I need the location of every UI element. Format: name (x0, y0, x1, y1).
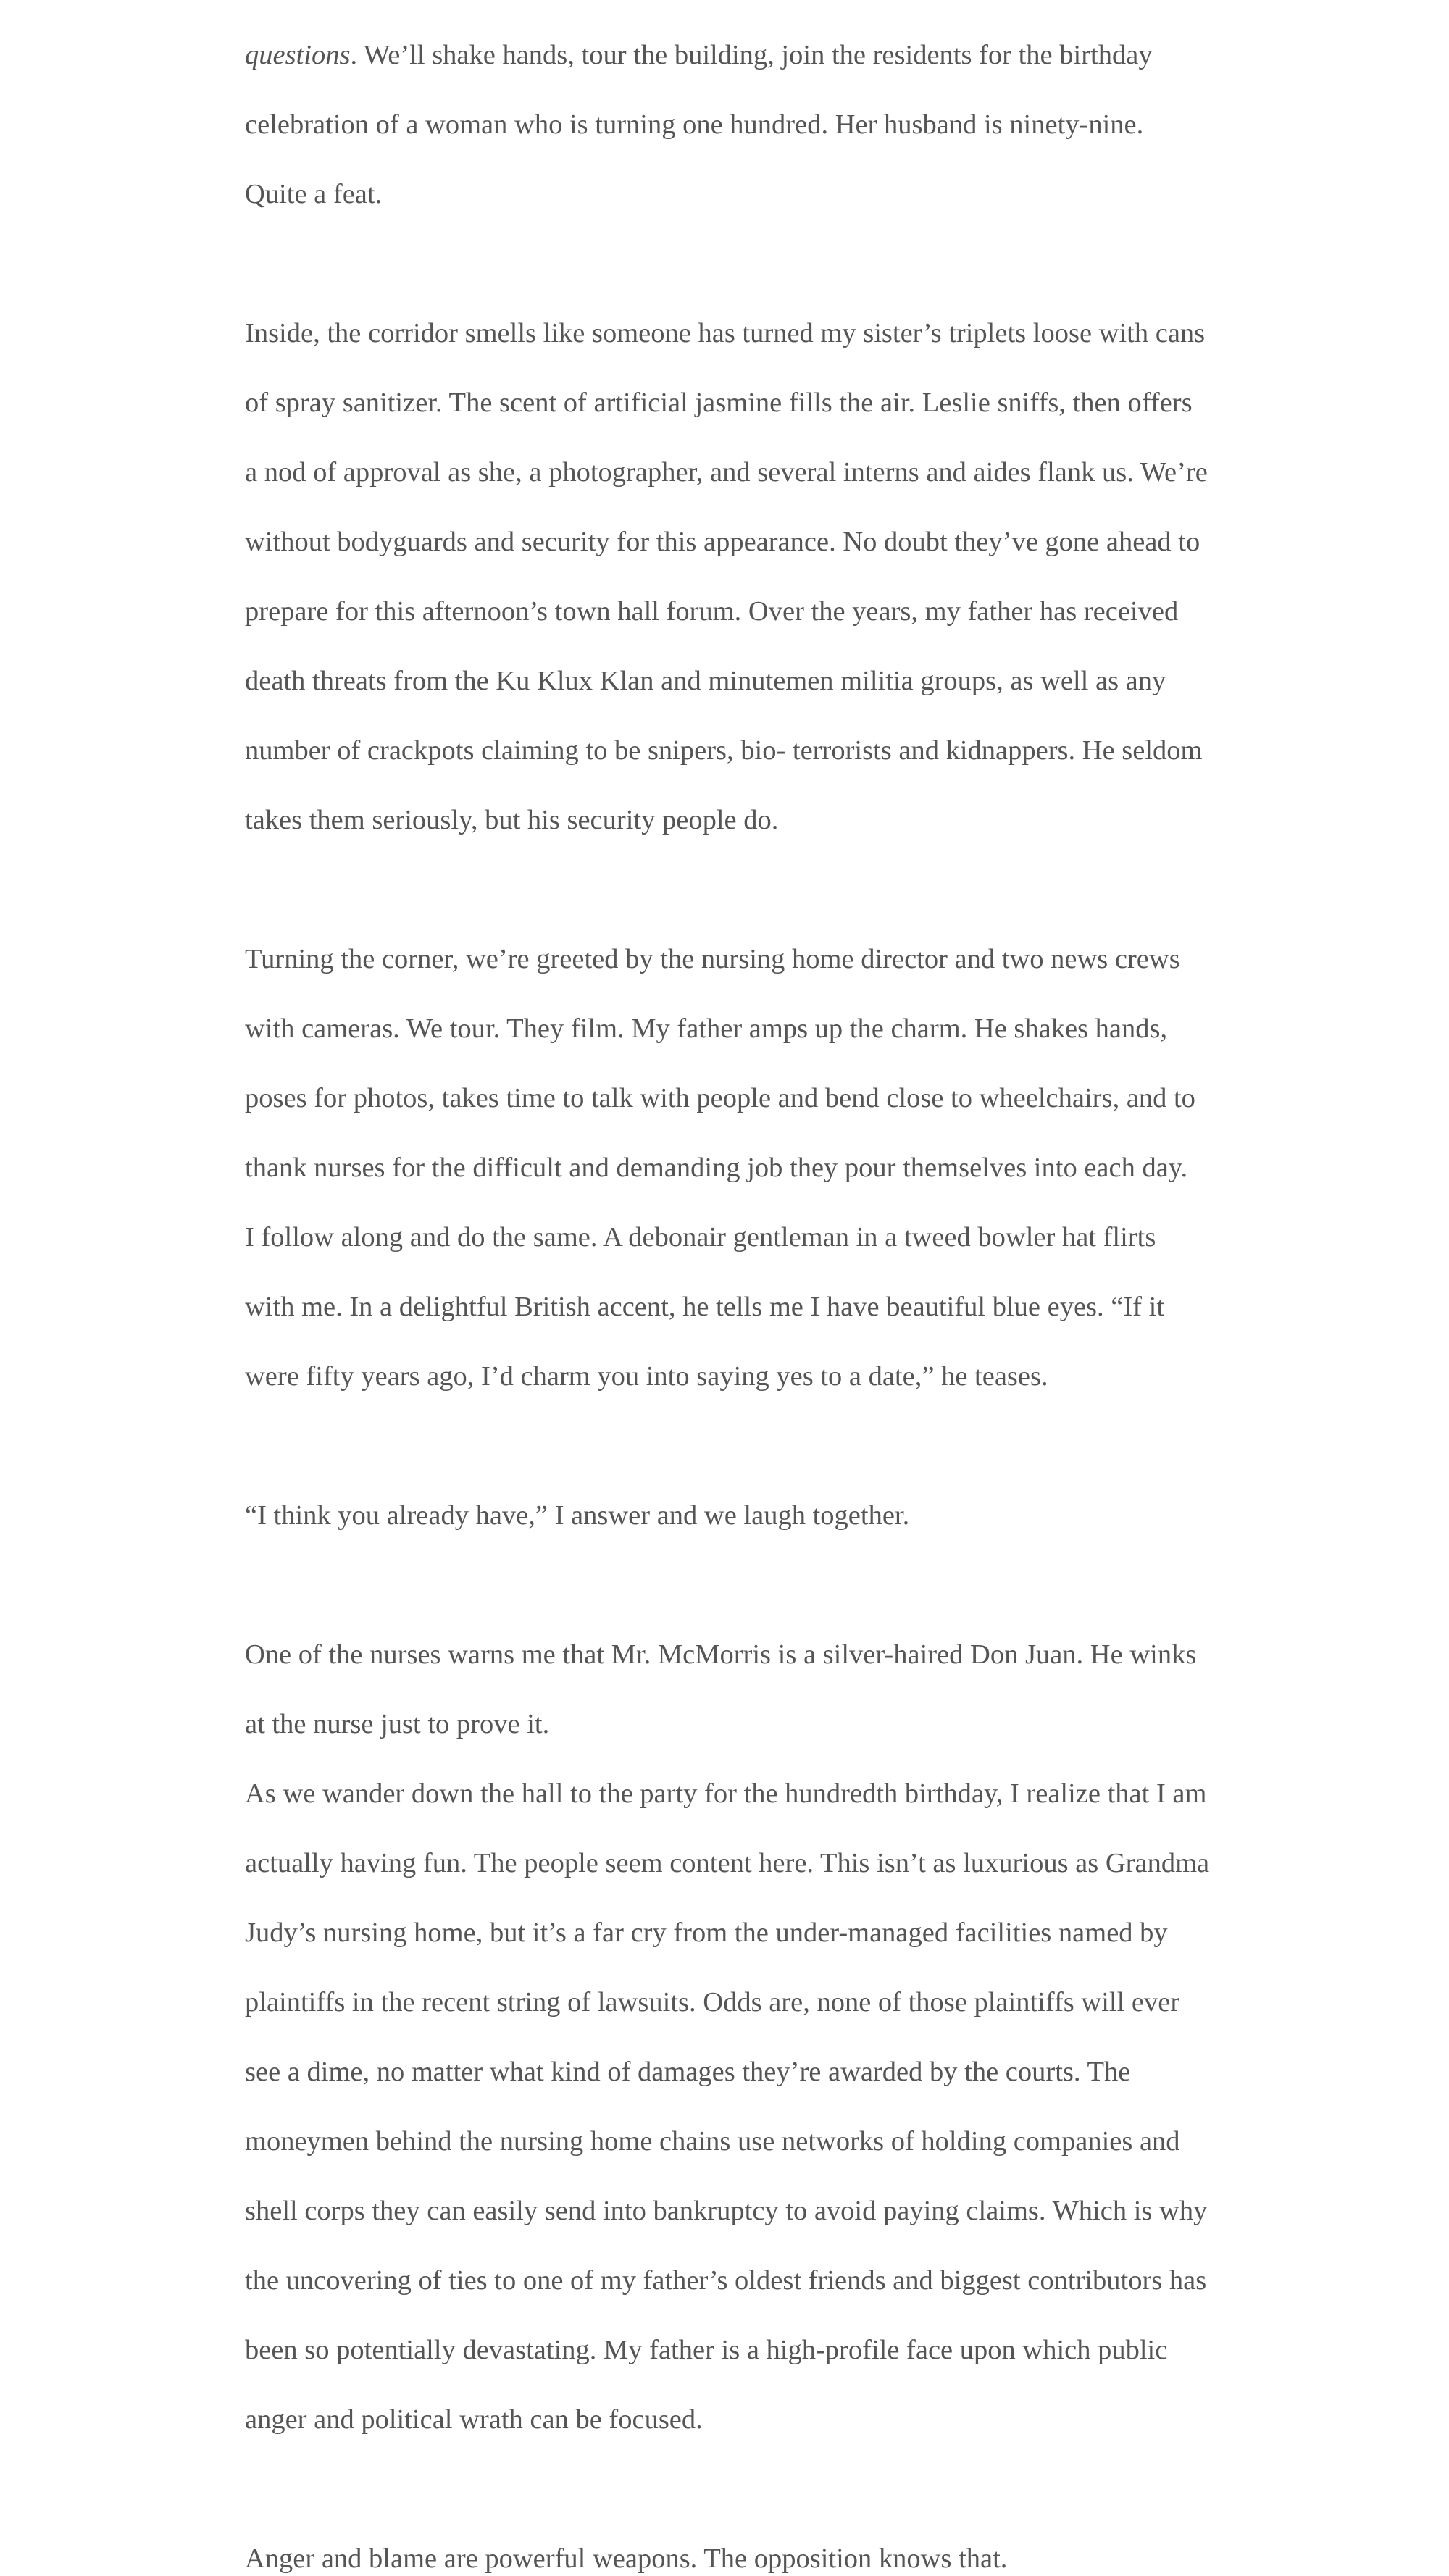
paragraph-5 (245, 1602, 1223, 2472)
paragraph-4 (245, 1463, 1223, 1568)
text-line: without bodyguards and security for this appearance. No doubt they’ve gone ahead to (245, 527, 1200, 557)
text-line: moneymen behind the nursing home chains use networks of holding companies and (245, 2126, 1180, 2157)
paragraph-1 (245, 3, 1223, 246)
text-line: of spray sanitizer. The scent of artificial jasmine fills the air. Leslie sniffs, then offers (245, 388, 1193, 418)
text-line: death threats from the Ku Klux Klan and minutemen militia groups, as well as any (245, 666, 1166, 696)
text-line: Anger and blame are powerful weapons. The opposition knows that. (245, 2543, 1008, 2574)
text-line: Quite a feat. (245, 179, 383, 209)
text-line: a nod of approval as she, a photographer, and several interns and aides flank us. We’re (245, 457, 1208, 488)
text-span: . We’ll shake hands, tour the building, join the residents for the birthday (350, 40, 1153, 70)
text-line: poses for photos, takes time to talk with people and bend close to wheelchairs, and to (245, 1083, 1195, 1113)
text-line: at the nurse just to prove it. (245, 1709, 550, 1739)
paragraph-6 (245, 2506, 1223, 2576)
document-page (245, 0, 1223, 2576)
text-line: takes them seriously, but his security people do. (245, 805, 779, 835)
text-line: thank nurses for the difficult and demanding job they pour themselves into each day. (245, 1153, 1188, 1183)
text-line: Turning the corner, we’re greeted by the nursing home director and two news crews (245, 944, 1180, 974)
text-line: see a dime, no matter what kind of damages they’re awarded by the courts. The (245, 2057, 1131, 2087)
text-line: celebration of a woman who is turning one hundred. Her husband is ninety-nine. (245, 109, 1144, 140)
text-line: with me. In a delightful British accent, he tells me I have beautiful blue eyes. “If it (245, 1292, 1165, 1322)
text-line: shell corps they can easily send into bankruptcy to avoid paying claims. Which is why (245, 2196, 1208, 2226)
text-line: number of crackpots claiming to be snipers, bio- terrorists and kidnappers. He seldom (245, 735, 1203, 766)
text-line: been so potentially devastating. My father is a high-profile face upon which public (245, 2335, 1168, 2365)
paragraph-gap (245, 2472, 1223, 2506)
text-line: prepare for this afternoon’s town hall forum. Over the years, my father has received (245, 596, 1179, 627)
text-line: “I think you already have,” I answer and we laugh together. (245, 1500, 910, 1531)
paragraph-gap (245, 1429, 1223, 1463)
text-line: As we wander down the hall to the party for the hundredth birthday, I realize that I am (245, 1778, 1207, 1809)
text-line: with cameras. We tour. They film. My father amps up the charm. He shakes hands, (245, 1013, 1168, 1044)
italic-word: questions (245, 40, 351, 70)
text-line: plaintiffs in the recent string of lawsuits. Odds are, none of those plaintiffs will ever (245, 1987, 1180, 2017)
paragraph-3 (245, 907, 1223, 1429)
text-line: actually having fun. The people seem content here. This isn’t as luxurious as Grandma (245, 1848, 1210, 1878)
text-line (245, 38, 1223, 72)
text-line: One of the nurses warns me that Mr. McMorris is a silver-haired Don Juan. He winks (245, 1639, 1197, 1670)
paragraph-2 (245, 281, 1223, 872)
text-line: were fifty years ago, I’d charm you into saying yes to a date,” he teases. (245, 1361, 1048, 1392)
text-line: Judy’s nursing home, but it’s a far cry from the under-managed facilities named by (245, 1918, 1168, 1948)
paragraph-gap (245, 872, 1223, 907)
text-line: I follow along and do the same. A debonair gentleman in a tweed bowler hat flirts (245, 1222, 1156, 1253)
text-line: Inside, the corridor smells like someone has turned my sister’s triplets loose with cans (245, 318, 1206, 348)
text-line: anger and political wrath can be focused. (245, 2404, 703, 2435)
paragraph-gap (245, 1568, 1223, 1602)
text-line: the uncovering of ties to one of my father’s oldest friends and biggest contributors has (245, 2265, 1207, 2296)
paragraph-gap (245, 246, 1223, 281)
